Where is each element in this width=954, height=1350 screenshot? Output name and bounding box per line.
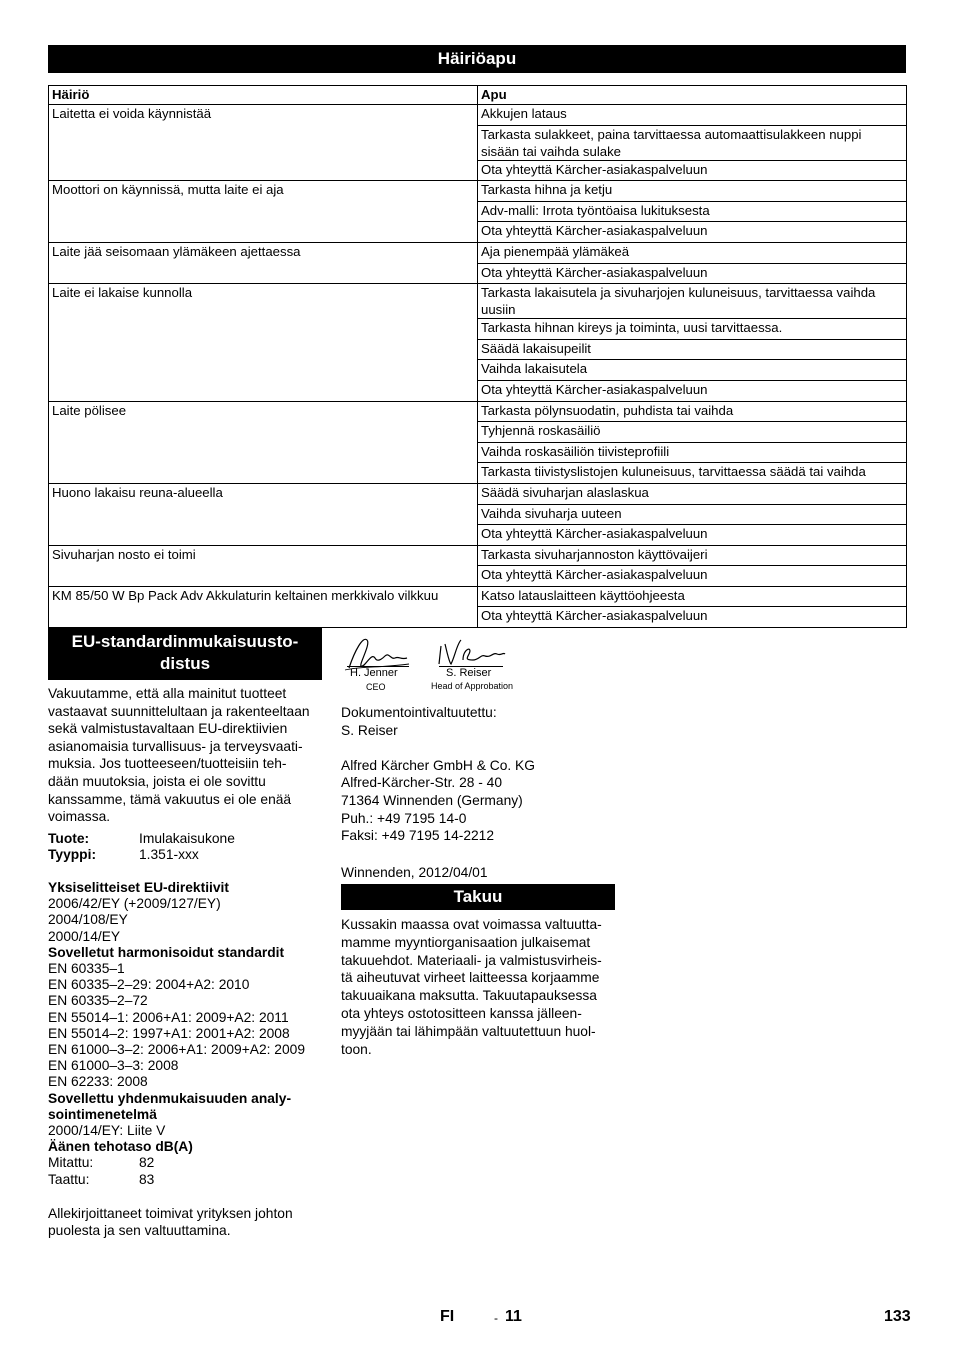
column-header-help: Apu [478, 86, 907, 105]
measured-label: Mitattu: [48, 1155, 94, 1171]
warranty-line: takuuaikana maksutta. Takuutapauksessa [341, 988, 597, 1004]
section-title-troubleshooting: Häiriöapu [48, 45, 906, 73]
eu-title-line-1: EU-standardinmukaisuusto- [71, 632, 299, 651]
footer-language: FI [440, 1308, 455, 1325]
intro-line: voimassa. [48, 809, 111, 825]
product-value: Imulakaisukone [139, 830, 235, 846]
solution-cell: Tarkasta sulakkeet, paina tarvittaessa automaattisulakkeen nuppi sisään tai vaihda sulake [478, 125, 907, 160]
section-title-warranty: Takuu [341, 884, 615, 910]
section-title-eu-declaration [48, 628, 322, 680]
product-row [48, 830, 323, 848]
solution-cell: Säädä lakaisupeilit [478, 339, 907, 360]
measured-row [48, 1155, 323, 1171]
table-row [49, 586, 907, 607]
warranty-line: toon. [341, 1041, 372, 1057]
solution-cell: Ota yhteyttä Kärcher-asiakaspalveluun [478, 222, 907, 243]
directive-item: 2006/42/EY (+2009/127/EY) [48, 896, 221, 912]
solution-cell: Vaihda lakaisutela [478, 360, 907, 381]
measured-value: 82 [139, 1155, 155, 1171]
standard-item: EN 62233: 2008 [48, 1074, 148, 1090]
method-value: 2000/14/EY: Liite V [48, 1122, 166, 1138]
standard-item: EN 61000–3–2: 2006+A1: 2009+A2: 2009 [48, 1041, 306, 1057]
problem-cell: Laitetta ei voida käynnistää [49, 105, 478, 181]
standard-item: EN 60335–1 [48, 960, 125, 976]
problem-cell: Moottori on käynnissä, mutta laite ei aja [49, 181, 478, 243]
eu-declaration-body [48, 685, 323, 1240]
documentation-name: S. Reiser [341, 722, 398, 738]
intro-line: asianomaisia turvallisuus- ja terveysvaati- [48, 738, 303, 754]
problem-cell: Sivuharjan nosto ei toimi [49, 545, 478, 586]
standard-item: EN 60335–2–29: 2004+A2: 2010 [48, 977, 250, 993]
type-label: Tyyppi: [48, 847, 97, 863]
directive-item: 2004/108/EY [48, 912, 128, 928]
intro-line: Vakuutamme, että alla mainitut tuotteet [48, 686, 287, 701]
table-row [49, 284, 907, 319]
solution-cell: Adv-malli: Irrota työntöaisa lukituksesta [478, 201, 907, 222]
solution-cell: Ota yhteyttä Kärcher-asiakaspalveluun [478, 566, 907, 587]
intro-line: kanssamme, tämä vakuutus ei ole enää [48, 791, 292, 807]
company-phone: Puh.: +49 7195 14-0 [341, 810, 467, 826]
guaranteed-label: Taattu: [48, 1171, 90, 1187]
eu-title-line-2: distus [159, 654, 211, 673]
solution-cell: Tyhjennä roskasäiliö [478, 422, 907, 443]
solution-cell: Tarkasta pölynsuodatin, puhdista tai vaihda [478, 401, 907, 422]
solution-cell: Tarkasta hihnan kireys ja toiminta, uusi tarvittaessa. [478, 319, 907, 340]
warranty-line: tä aiheutuvat virheet laitteessa korjaamme [341, 970, 600, 986]
signer-name-1: H. Jenner [350, 667, 398, 679]
intro-line: vastaavat suunnittelultaan ja rakenteeltaan [48, 703, 310, 719]
solution-cell: Katso latauslaitteen käyttöohjeesta [478, 586, 907, 607]
table-row [49, 401, 907, 422]
directives-list [48, 896, 323, 945]
solution-cell: Tarkasta sivuharjannoston käyttövaijeri [478, 545, 907, 566]
signer-title-2: Head of Approbation [431, 681, 514, 691]
company-fax: Faksi: +49 7195 14-2212 [341, 828, 495, 844]
closing-line-1: Allekirjoittaneet toimivat yrityksen johton [48, 1205, 293, 1221]
table-row [49, 483, 907, 504]
eu-intro-paragraph [48, 685, 323, 826]
intro-line: muksia. Jos tuotteeseen/tuotteisiin teh- [48, 756, 287, 772]
intro-line: sekä valmistustavaltaan EU-direktiivien [48, 721, 288, 737]
signatures [341, 630, 541, 700]
company-street: Alfred-Kärcher-Str. 28 - 40 [341, 775, 503, 791]
intro-line: dään muutoksia, joista ei ole sovittu [48, 773, 266, 789]
solution-cell: Aja pienempää ylämäkeä [478, 242, 907, 263]
standards-heading: Sovelletut harmonisoidut standardit [48, 944, 285, 960]
warranty-line: mamme myyntiorganisaation julkaisemat [341, 934, 591, 950]
table-row [49, 545, 907, 566]
standard-item: EN 61000–3–3: 2008 [48, 1058, 179, 1074]
warranty-line: ota yhteys ostotositteen kanssa jälleen- [341, 1005, 582, 1021]
product-label: Tuote: [48, 830, 90, 846]
table-header-row [49, 86, 907, 105]
warranty-line: myyjään tai lähimpään valtuutettuun huol- [341, 1023, 596, 1039]
standard-item: EN 55014–1: 2006+A1: 2009+A2: 2011 [48, 1009, 289, 1025]
column-header-problem: Häiriö [49, 86, 478, 105]
standard-item: EN 55014–2: 1997+A1: 2001+A2: 2008 [48, 1025, 290, 1041]
guaranteed-row [48, 1172, 323, 1188]
page-number: 133 [884, 1308, 911, 1325]
solution-cell: Säädä sivuharjan alaslaskua [478, 483, 907, 504]
type-row [48, 846, 323, 864]
company-city: 71364 Winnenden (Germany) [341, 792, 523, 808]
solution-cell: Vaihda roskasäiliön tiivisteprofiili [478, 442, 907, 463]
solution-cell: Ota yhteyttä Kärcher-asiakaspalveluun [478, 160, 907, 181]
problem-cell: Laite ei lakaise kunnolla [49, 284, 478, 401]
documentation-label: Dokumentointivaltuutettu: [341, 705, 497, 720]
table-row [49, 242, 907, 263]
sound-heading: Äänen tehotaso dB(A) [48, 1139, 193, 1155]
problem-cell: KM 85/50 W Bp Pack Adv Akkulaturin keltainen merkkivalo vilkkuu [49, 586, 478, 627]
guaranteed-value: 83 [139, 1171, 155, 1187]
problem-cell: Huono lakaisu reuna-alueella [49, 483, 478, 545]
solution-cell: Ota yhteyttä Kärcher-asiakaspalveluun [478, 607, 907, 628]
signer-title-1: CEO [366, 682, 386, 692]
table-row [49, 105, 907, 126]
standards-list [48, 961, 323, 1091]
place-date: Winnenden, 2012/04/01 [341, 864, 488, 880]
solution-cell: Tarkasta lakaisutela ja sivuharjojen kuluneisuus, tarvittaessa vaihda uusiin [478, 284, 907, 319]
solution-cell: Tarkasta tiivistyslistojen kuluneisuus, tarvittaessa säädä tai vaihda [478, 463, 907, 484]
method-heading-line-2: sointimenetelmä [48, 1106, 157, 1122]
solution-cell: Akkujen lataus [478, 105, 907, 126]
warranty-paragraph [341, 916, 617, 1058]
solution-cell: Tarkasta hihna ja ketju [478, 181, 907, 202]
troubleshooting-table [48, 85, 907, 628]
table-row [49, 181, 907, 202]
directive-item: 2000/14/EY [48, 928, 121, 944]
warranty-line: Kussakin maassa ovat voimassa valtuutta- [341, 917, 602, 932]
solution-cell: Ota yhteyttä Kärcher-asiakaspalveluun [478, 380, 907, 401]
problem-cell: Laite jää seisomaan ylämäkeen ajettaessa [49, 242, 478, 283]
closing-line-2: puolesta ja sen valtuuttamina. [48, 1223, 231, 1239]
footer-section-page: 11 [505, 1308, 522, 1325]
solution-cell: Ota yhteyttä Kärcher-asiakaspalveluun [478, 525, 907, 546]
contact-block [341, 704, 617, 881]
signer-name-2: S. Reiser [446, 667, 492, 679]
solution-cell: Ota yhteyttä Kärcher-asiakaspalveluun [478, 263, 907, 284]
directives-heading: Yksiselitteiset EU-direktiivit [48, 879, 229, 895]
type-value: 1.351-xxx [139, 847, 199, 863]
footer-dash: - [494, 1311, 498, 1325]
solution-cell: Vaihda sivuharja uuteen [478, 504, 907, 525]
problem-cell: Laite pölisee [49, 401, 478, 483]
warranty-line: takuuehdot. Materiaali- ja valmistusvirheis- [341, 952, 602, 968]
standard-item: EN 60335–2–72 [48, 993, 148, 1009]
method-heading-line-1: Sovellettu yhdenmukaisuuden analy- [48, 1090, 292, 1106]
company-name: Alfred Kärcher GmbH & Co. KG [341, 757, 535, 773]
